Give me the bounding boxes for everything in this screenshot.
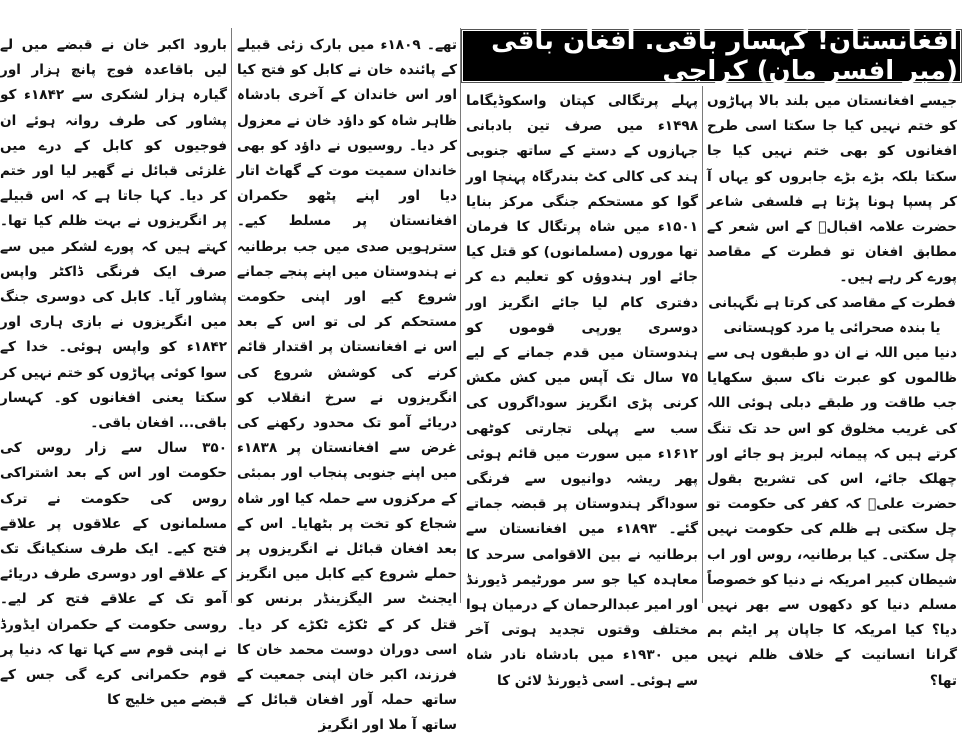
column-2 — [466, 89, 698, 689]
column-divider — [231, 28, 232, 603]
poem-line: فطرت کے مقاصد کی کرتا ہے نگہبانی — [708, 294, 956, 311]
column-paragraph: بارود اکبر خان نے قبضے میں لے لیں باقاعدہ فوج پانچ ہزار اور گیارہ ہزار لشکری سے ۱۸۴۲ء کو پشاور کی طرف روانہ ہوئے ان فوجیوں کو کابل کے درے میں غلزئی قبائل نے گھیر لیا اور ختم کر دیا۔ کہا جاتا ہے کہ اس قبیلے پر انگریزوں نے بہت ظلم کیا تھا۔ کہتے ہیں کہ پورے لشکر میں سے صرف ایک فرنگی ڈاکٹر واپس پشاور آیا۔ کابل کی دوسری جنگ میں انگریزوں نے بازی ہاری اور ۱۸۴۲ء کو واپس ہوئی۔ خدا کے سوا کوئی پہاڑوں کو ختم نہیں کر سکتا یعنی افغانوں کو۔ کہسار باقی... افغان باقی۔ — [0, 37, 227, 432]
column-divider — [460, 28, 461, 603]
article-headline: افغانستان! کہسار باقی. افغان باقی (میر افسر مان) کراچی — [463, 31, 960, 81]
column-paragraph: تھے۔ ۱۸۰۹ء میں بارک زئی قبیلے کے پائندہ خان نے کابل کو فتح کیا اور اس خاندان کے آخری بادشاہ ظاہر شاہ کو داؤد خان نے معزول کر دیا۔ روسیوں نے داؤد کو بھی خاندان سمیت موت کے گھاٹ اتار دیا اور اپنے پٹھو حکمران افغانستان پر مسلط کیے۔ سترہویں صدی میں جب برطانیہ نے ہندوستان میں اپنے پنجے جمانے شروع کیے اور اپنی حکومت مستحکم کر لی تو اس کے بعد اس نے افغانستان پر اقتدار قائم کرنے کی کوشش شروع کی انگریزوں نے سرخ انقلاب کو دریائے آمو تک محدود رکھنے کی غرض سے افغانستان پر ۱۸۳۸ء میں اپنے جنوبی پنجاب اور بمبئی کے مرکزوں سے حملہ کیا اور شاہ شجاع کو تخت پر بٹھایا۔ اس کے بعد افغان قبائل نے انگریزوں پر حملے شروع کیے کابل میں انگریز ایجنٹ سر الیگزینڈر برنس کو قتل کر کے ٹکڑے ٹکڑے کر دیا۔ اسی دوران دوست محمد خان کا فرزند، اکبر خان اپنی جمعیت کے ساتھ حملہ آور افغان قبائل کے ساتھ آ ملا اور انگریز — [237, 37, 457, 734]
column-1 — [707, 89, 957, 689]
column-paragraph: جیسے افغانستان میں بلند بالا پہاڑوں کو ختم نہیں کیا جا سکتا اسی طرح افغانوں کو بھی ختم نہیں کیا جا سکتا بلکہ بڑے بڑے جابروں کو یہاں آ کر پسپا ہونا پڑتا ہے فلسفی شاعر حضرت علامہ اقبالؒ کے اس شعر کے مطابق افغان تو فطرت کے مقاصد پورے کر رہے ہیں۔ — [707, 93, 957, 286]
column-3 — [237, 33, 457, 734]
poem-line: یا بندہ صحرائی یا مرد کوہستانی — [723, 319, 941, 336]
column-paragraph: ۳۵۰ سال سے زار روس کی حکومت اور اس کے بعد اشتراکی روس کی حکومت نے ترک مسلمانوں کے علاقوں پر علاقے فتح کیے۔ ایک طرف سنکیانگ تک کے علاقے اور دوسری طرف دریائے آمو تک کے علاقے فتح کر لیے۔ روسی حکومت کے حکمران ایڈورڈ نے اپنی قوم سے کہا تھا کہ دنیا پر قوم حکمرانی کرے گی جس کے قبضے میں خلیج کا — [0, 440, 227, 709]
column-paragraph: پہلے پرتگالی کپتان واسکوڈیگاما ۱۴۹۸ء میں صرف تین بادبانی جہازوں کے دستے کے ساتھ جنوبی ہند کی کالی کٹ بندرگاہ پہنچا اور گوا کو مستحکم جنگی مرکز بنایا ۱۵۰۱ء میں شاہ پرتگال کا فرمان تھا موروں (مسلمانوں) کو قتل کیا جائے اور ہندوؤں کو تعلیم دے کر دفتری کام لیا جائے انگریز اور دوسری یورپی قوموں کو ہندوستان میں قدم جمانے کے لیے ۷۵ سال تک آپس میں کش مکش کرنی پڑی انگریز سوداگروں کی سب سے پہلی تجارتی کوٹھی ۱۶۱۲ء میں سورت میں قائم ہوئی پھر ریشہ دوانیوں سے فرنگی سوداگر ہندوستان پر قبضہ جماتے گئے۔ ۱۸۹۳ء میں افغانستان سے برطانیہ نے بین الاقوامی سرحد کا معاہدہ کیا جو سر مورٹیمر ڈیورنڈ اور امیر عبدالرحمان کے درمیان ہوا مختلف وقتوں تجدید ہوتی آخر میں ۱۹۳۰ء میں بادشاہ نادر شاہ سے ہوئی۔ اسی ڈیورنڈ لائن کا — [466, 93, 698, 689]
column-4 — [0, 33, 227, 709]
column-paragraph: دنیا میں اللہ نے ان دو طبقوں ہی سے ظالموں کو عبرت ناک سبق سکھایا جب طاقت ور طبقے دبلی ہوئی اللہ کی غریب مخلوق کو اس حد تک تنگ کرتے ہیں کہ پیمانہ لبریز ہو جائے اور چھلک جائے، اس کی تشریح بقول حضرت علیؓ کہ کفر کی حکومت تو چل سکتی ہے ظلم کی حکومت نہیں چل سکتی۔ کیا برطانیہ، روس اور اب شیطان کبیر امریکہ نے دنیا کو خصوصاً مسلم دنیا کو دکھوں سے بھر نہیں دیا؟ کیا امریکہ کا جاپان پر ایٹم بم گرانا انسانیت کے خلاف ظلم نہیں تھا؟ — [707, 345, 957, 689]
column-divider — [702, 86, 703, 603]
